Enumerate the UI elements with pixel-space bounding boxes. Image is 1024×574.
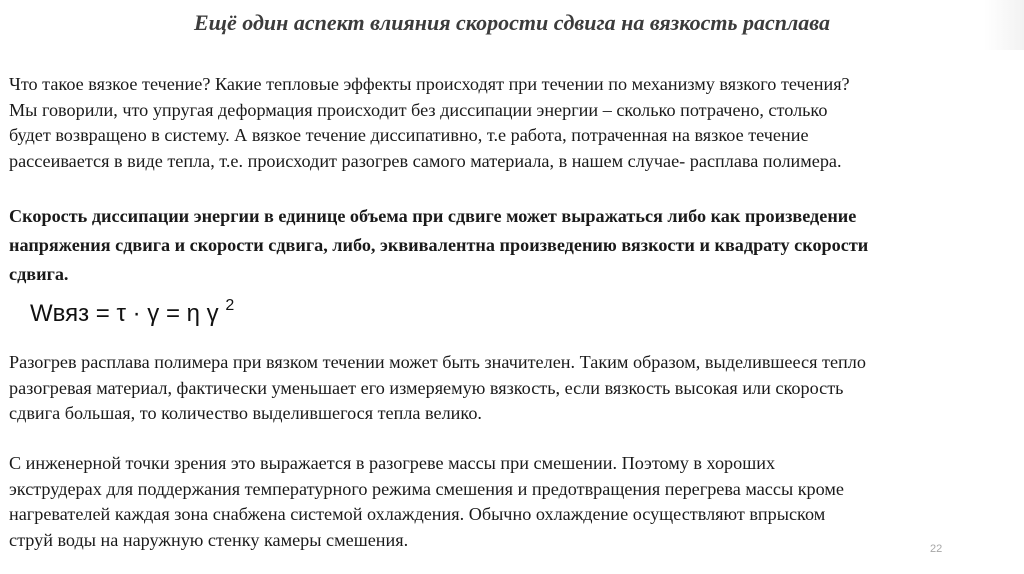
text-line: Мы говорили, что упругая деформация происходит без диссипации энергии – сколько потрачено, столько bbox=[9, 99, 828, 120]
text-line: С инженерной точки зрения это выражается в разогреве массы при смешении. Поэтому в хороших bbox=[9, 453, 776, 473]
text-line: струй воды на наружную стенку камеры смешения. bbox=[9, 529, 409, 550]
text-line: будет возвращено в систему. А вязкое течение диссипативно, т.е работа, потраченная на вязкое течение bbox=[9, 125, 809, 145]
text-line: разогревая материал, фактически уменьшает его измеряемую вязкость, если вязкость высокая или скорость bbox=[9, 377, 844, 398]
dissipation-formula bbox=[30, 290, 234, 332]
text-line: сдвига большая, то количество выделившегося тепла велико. bbox=[9, 403, 482, 423]
text-line: напряжения сдвига и скорости сдвига, либо, эквивалентна произведению вязкости и квадрату скорости bbox=[9, 235, 869, 255]
page-number: 22 bbox=[930, 543, 943, 555]
paragraph-viscous-flow bbox=[9, 72, 1019, 174]
text-line: Разогрев расплава полимера при вязком течении может быть значителен. Таким образом, выделившееся тепло bbox=[9, 352, 866, 372]
text-line: экструдерах для поддержания температурного режима смешения и предотвращения перегрева массы кроме bbox=[9, 478, 844, 499]
text-line: Что такое вязкое течение? Какие тепловые эффекты происходят при течении по механизму вязкого течения? bbox=[9, 74, 850, 94]
text-line: нагревателей каждая зона снабжена системой охлаждения. Обычно охлаждение осуществляют впрыском bbox=[9, 504, 826, 524]
text-line: рассеивается в виде тепла, т.е. происходит разогрев самого материала, в нашем случае- расплава полимера. bbox=[9, 150, 842, 171]
slide-title: Ещё один аспект влияния скорости сдвига на вязкость расплава bbox=[194, 10, 830, 35]
paragraph-engineering bbox=[9, 451, 1019, 553]
formula-main: Wвяз = τ · γ = η γ bbox=[30, 300, 226, 327]
paragraph-melt-heating bbox=[9, 350, 1019, 427]
text-line: сдвига. bbox=[9, 264, 69, 284]
text-line: Скорость диссипации энергии в единице объема при сдвиге может выражаться либо как произведение bbox=[9, 206, 857, 226]
formula-exponent: 2 bbox=[225, 297, 235, 314]
paragraph-dissipation-rate bbox=[9, 202, 1019, 289]
